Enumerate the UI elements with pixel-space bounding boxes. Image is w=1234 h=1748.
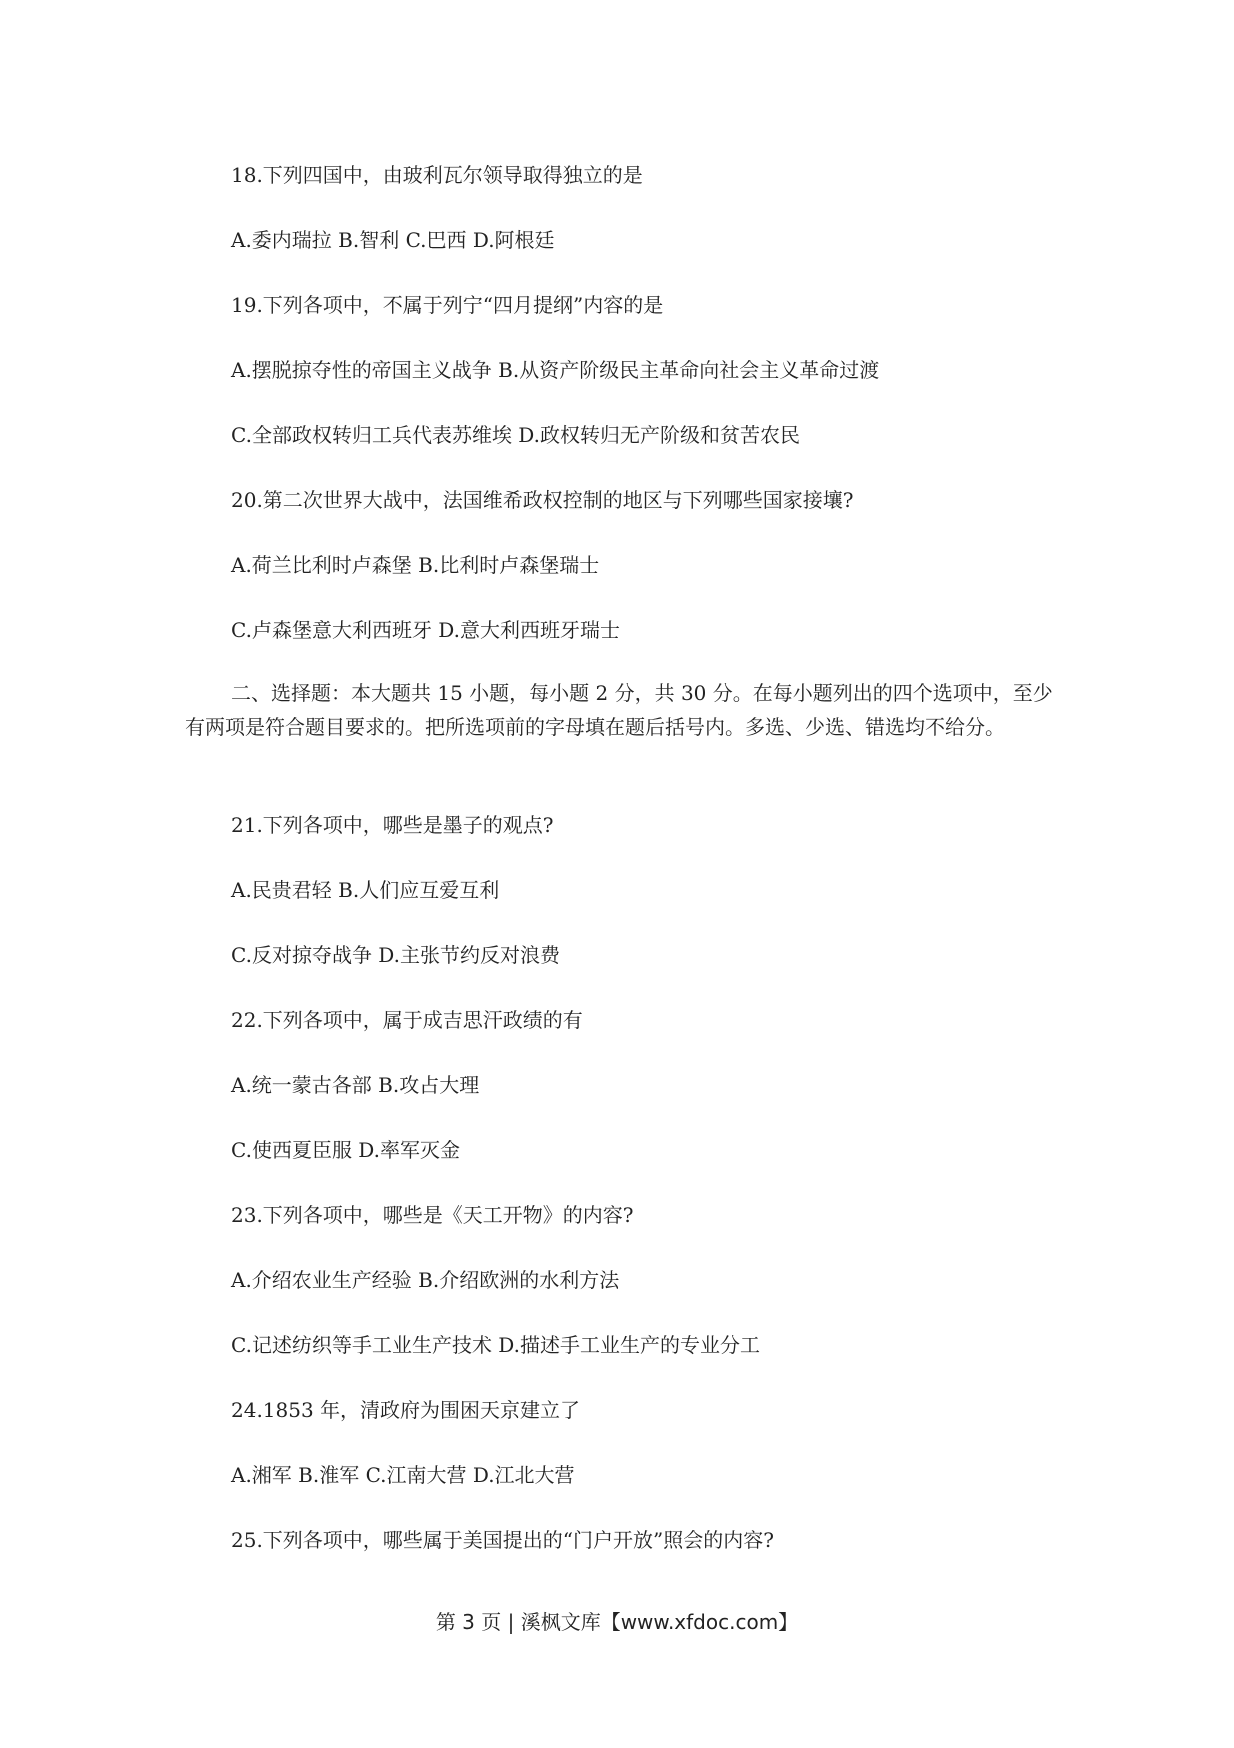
question-22: 22.下列各项中，属于成吉思汗政绩的有 [231,1008,583,1032]
question-20-options-ab: A.荷兰比利时卢森堡 B.比利时卢森堡瑞士 [231,553,600,577]
question-24: 24.1853 年，清政府为围困天京建立了 [231,1398,581,1422]
question-21: 21.下列各项中，哪些是墨子的观点? [231,813,554,837]
question-21-options-ab: A.民贵君轻 B.人们应互爱互利 [231,878,500,902]
question-19-options-ab: A.摆脱掠夺性的帝国主义战争 B.从资产阶级民主革命向社会主义革命过渡 [231,358,880,382]
page-footer: 第 3 页 | 溪枫文库【www.xfdoc.com】 [435,1610,799,1634]
question-23-options-cd: C.记述纺织等手工业生产技术 D.描述手工业生产的专业分工 [231,1333,760,1357]
question-20-options-cd: C.卢森堡意大利西班牙 D.意大利西班牙瑞士 [231,618,620,642]
question-24-options: A.湘军 B.淮军 C.江南大营 D.江北大营 [231,1463,575,1487]
question-18-options: A.委内瑞拉 B.智利 C.巴西 D.阿根廷 [231,228,555,252]
section-heading: 二、选择题：本大题共 15 小题，每小题 2 分，共 30 分。在每小题列出的四个选项中，至少有两项是符合题目要求的。把所选项前的字母填在题后括号内。多选、少选、错选均不给分。 [185,681,1053,739]
question-19: 19.下列各项中，不属于列宁“四月提纲”内容的是 [231,293,664,317]
question-21-options-cd: C.反对掠夺战争 D.主张节约反对浪费 [231,943,560,967]
question-22-options-ab: A.统一蒙古各部 B.攻占大理 [231,1073,480,1097]
question-23: 23.下列各项中，哪些是《天工开物》的内容? [231,1203,634,1227]
question-18: 18.下列四国中，由玻利瓦尔领导取得独立的是 [231,163,643,187]
question-22-options-cd: C.使西夏臣服 D.率军灭金 [231,1138,460,1162]
question-23-options-ab: A.介绍农业生产经验 B.介绍欧洲的水利方法 [231,1268,620,1292]
question-20: 20.第二次世界大战中，法国维希政权控制的地区与下列哪些国家接壤? [231,488,854,512]
question-25: 25.下列各项中，哪些属于美国提出的“门户开放”照会的内容? [231,1528,774,1552]
question-19-options-cd: C.全部政权转归工兵代表苏维埃 D.政权转归无产阶级和贫苦农民 [231,423,800,447]
